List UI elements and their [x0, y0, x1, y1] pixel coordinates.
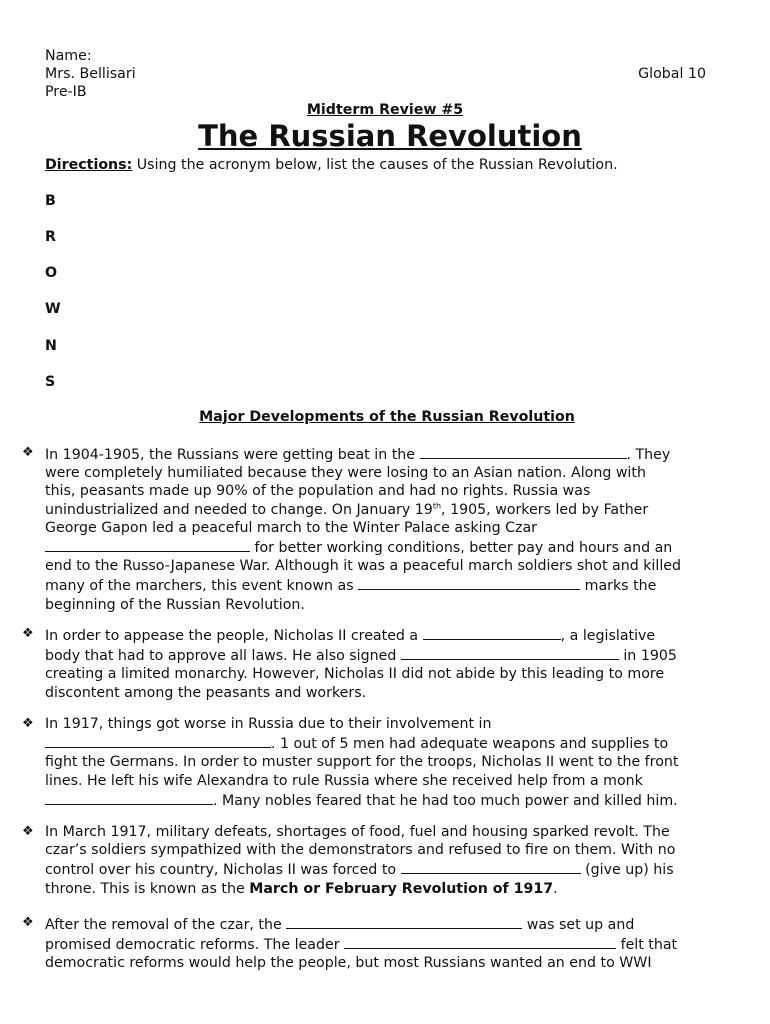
diamond-bullet-icon: ❖ — [22, 915, 34, 930]
acronym-letter-s: S — [45, 374, 56, 390]
text-line: promised democratic reforms. The leader felt that — [45, 934, 735, 954]
text-line: control over his country, Nicholas II was forced to (give up) his — [45, 859, 735, 879]
acronym-letter-b: B — [45, 193, 56, 209]
bullet-paragraph — [22, 444, 735, 614]
fill-in-blank[interactable] — [401, 859, 581, 874]
text-line: After the removal of the czar, the was set up and — [45, 914, 735, 934]
text-line: In order to appease the people, Nicholas II created a , a legislative — [45, 625, 735, 645]
revolution-name: March or February Revolution of 1917 — [249, 880, 554, 897]
bullet-paragraph — [22, 823, 735, 898]
text-line: fight the Germans. In order to muster support for the troops, Nicholas II went to the front — [45, 754, 679, 771]
bullet-paragraph — [22, 914, 735, 973]
fill-in-blank[interactable] — [401, 645, 619, 660]
text-line: body that had to approve all laws. He also signed in 1905 — [45, 645, 735, 665]
bullet-paragraph — [22, 625, 735, 702]
fill-in-blank[interactable] — [45, 537, 250, 552]
fill-in-blank[interactable] — [420, 444, 627, 459]
course-name: Global 10 — [638, 66, 706, 82]
text-line: creating a limited monarchy. However, Nicholas II did not abide by this leading to more — [45, 666, 665, 683]
section-heading: Major Developments of the Russian Revolution — [199, 409, 575, 425]
text-line: many of the marchers, this event known as marks the — [45, 575, 735, 595]
text-line: In March 1917, military defeats, shortages of food, fuel and housing sparked revolt. The — [45, 824, 670, 840]
bullet-paragraph — [22, 715, 735, 810]
directions-label: Directions: — [45, 157, 133, 173]
text-line: for better working conditions, better pay and hours and an — [45, 537, 735, 557]
text-line: In 1917, things got worse in Russia due to their involvement in — [45, 716, 492, 732]
acronym-letter-r: R — [45, 229, 56, 245]
acronym-letter-n: N — [45, 338, 57, 354]
directions — [45, 156, 618, 174]
teacher-name: Mrs. Bellisari — [45, 66, 136, 82]
text-line: democratic reforms would help the people, but most Russians wanted an end to WWI — [45, 955, 652, 972]
text-line: lines. He left his wife Alexandra to rule Russia where she received help from a monk — [45, 772, 643, 789]
acronym-letter-o: O — [45, 265, 58, 281]
fill-in-blank[interactable] — [286, 914, 522, 929]
fill-in-blank[interactable] — [423, 625, 561, 640]
fill-in-blank[interactable] — [358, 575, 580, 590]
name-label: Name: — [45, 48, 92, 64]
page-title: The Russian Revolution — [198, 119, 582, 153]
text-line: this, peasants made up 90% of the population and had no rights. Russia was — [45, 483, 591, 500]
diamond-bullet-icon: ❖ — [22, 716, 34, 731]
fill-in-blank[interactable] — [45, 733, 271, 748]
text-line: end to the Russo-Japanese War. Although it was a peaceful march soldiers shot and killed — [45, 558, 681, 575]
text-line: were completely humiliated because they were losing to an Asian nation. Along with — [45, 465, 646, 482]
text-line: throne. This is known as the March or February Revolution of 1917. — [45, 880, 558, 897]
acronym-letter-w: W — [45, 301, 61, 317]
fill-in-blank[interactable] — [344, 934, 616, 949]
diamond-bullet-icon: ❖ — [22, 824, 34, 839]
diamond-bullet-icon: ❖ — [22, 445, 34, 460]
diamond-bullet-icon: ❖ — [22, 626, 34, 641]
text-line: discontent among the peasants and workers. — [45, 684, 367, 701]
fill-in-blank[interactable] — [45, 790, 213, 805]
text-line: . Many nobles feared that he had too much power and killed him. — [45, 790, 735, 810]
text-line: George Gapon led a peaceful march to the Winter Palace asking Czar — [45, 519, 537, 536]
text-line: czar’s soldiers sympathized with the demonstrators and refused to fire on them. With no — [45, 842, 676, 859]
text-line: unindustrialized and needed to change. On January 19th, 1905, workers led by Father — [45, 500, 649, 518]
text-line: beginning of the Russian Revolution. — [45, 596, 305, 613]
directions-text: Using the acronym below, list the causes of the Russian Revolution. — [136, 157, 618, 173]
text-line: . 1 out of 5 men had adequate weapons and supplies to — [45, 733, 735, 753]
review-subtitle: Midterm Review #5 — [306, 102, 464, 118]
text-line: In 1904-1905, the Russians were getting beat in the . They — [45, 444, 735, 464]
class-level: Pre-IB — [45, 84, 87, 100]
